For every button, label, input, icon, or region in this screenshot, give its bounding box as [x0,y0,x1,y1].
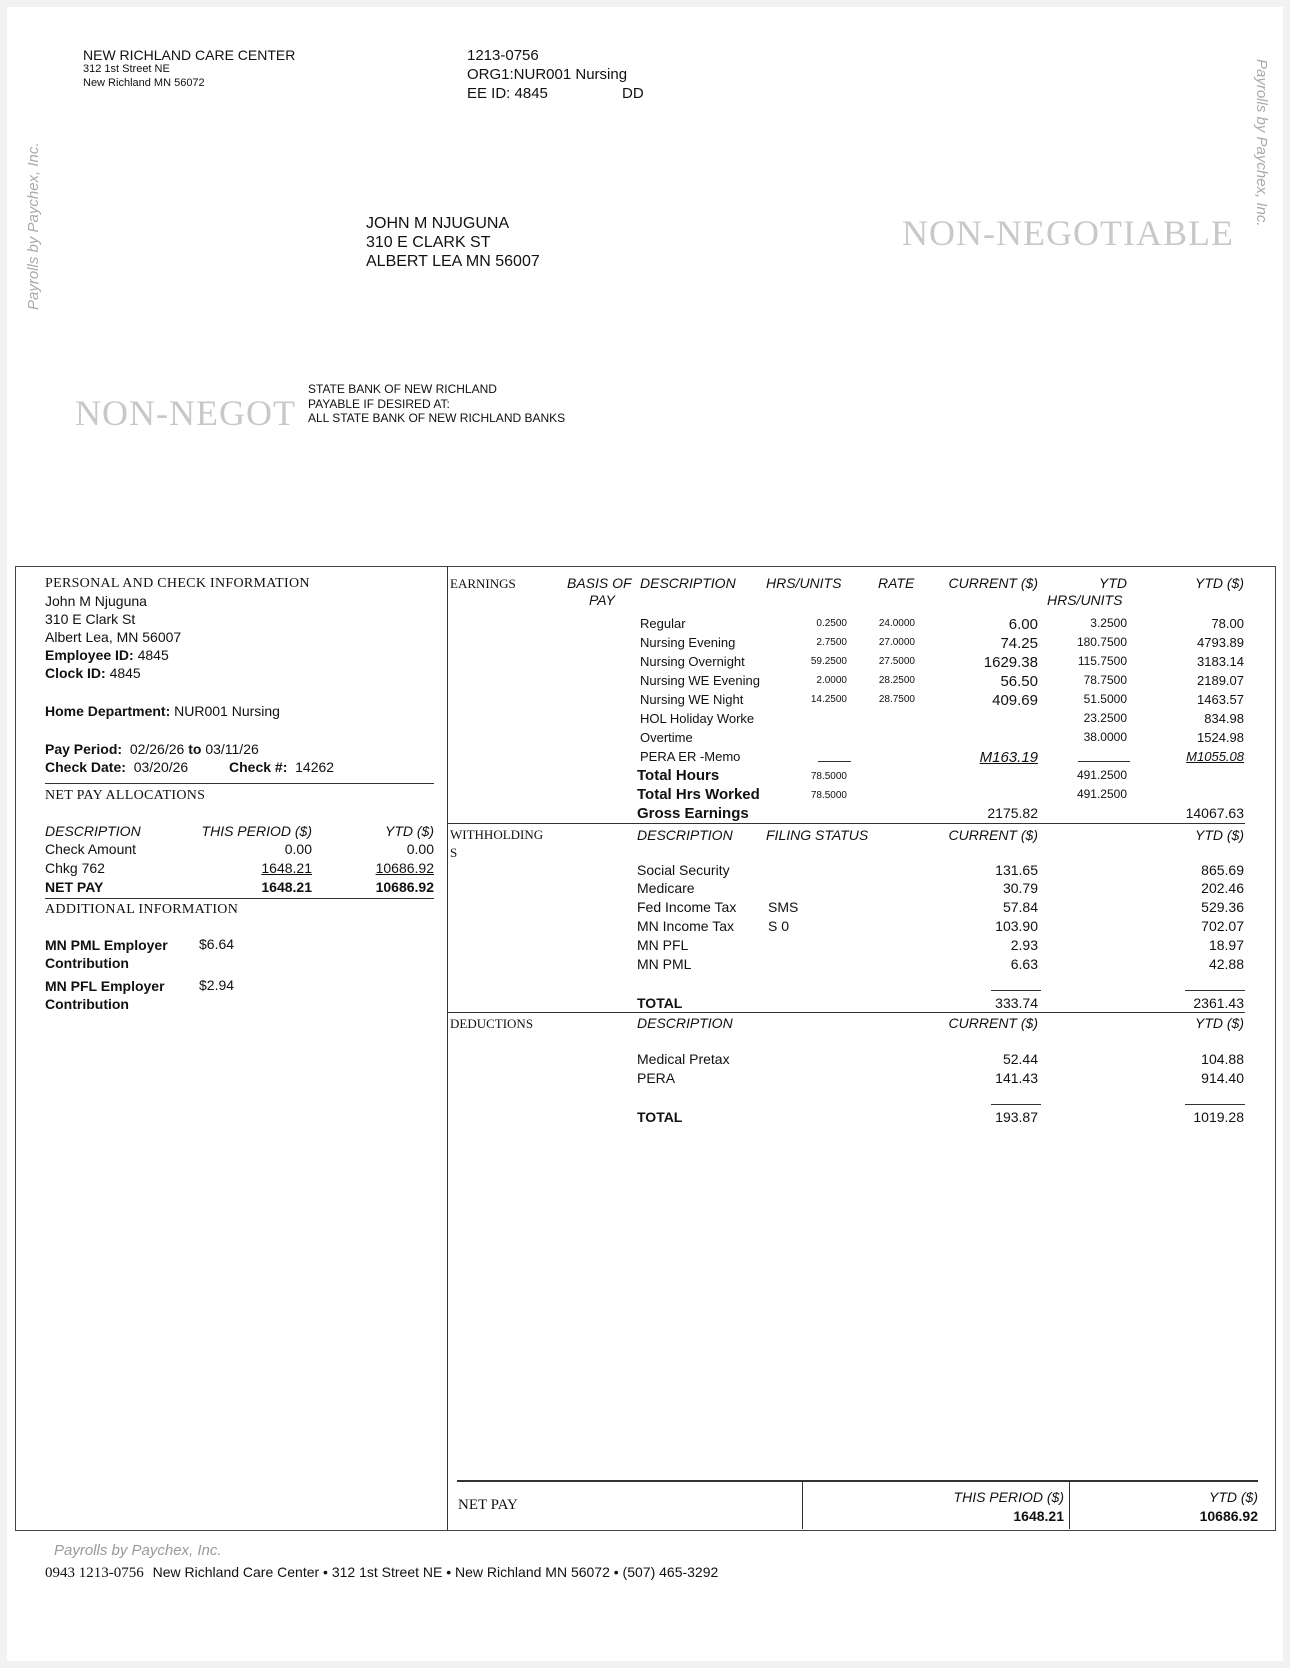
withholding-ytd: 18.97 [1208,937,1244,953]
pay-period-row [45,741,259,757]
allocations-title: NET PAY ALLOCATIONS [45,788,206,803]
earnings-header-ytd-hrs-units: HRS/UNITS [1047,592,1123,608]
footer-code: 0943 1213-0756 [45,1565,144,1581]
earnings-rate: 27.0000 [878,637,915,648]
earnings-ytd: 834.98 [1204,711,1244,726]
net-pay-ytd-label: YTD ($) [1209,1489,1258,1505]
clock-id-label: Clock ID: [45,665,106,681]
earnings-rate: 28.2500 [878,675,915,686]
earnings-ytd: 2189.07 [1197,673,1244,688]
earnings-hrs: 14.2500 [810,694,847,705]
additional-item-value: $6.64 [199,936,235,952]
earnings-current: M163.19 [979,749,1038,766]
deduction-ytd: 914.40 [1201,1070,1244,1086]
deduction-ytd: 104.88 [1201,1051,1244,1067]
withholding-desc: Fed Income Tax [637,899,737,915]
withholding-desc: Medicare [637,880,695,896]
earnings-header-rate: RATE [878,575,915,591]
bank-line1: STATE BANK OF NEW RICHLAND [308,382,497,396]
withholding-current: 131.65 [995,862,1038,878]
deductions-header-desc: DESCRIPTION [637,1015,733,1031]
additional-item-line1: MN PFL Employer [45,978,165,994]
employee-id-row [45,647,169,663]
earnings-hrs: 0.2500 [816,618,847,629]
total-worked-label: Total Hrs Worked [637,786,760,803]
earnings-header-ytd: YTD ($) [1195,575,1244,591]
total-worked-ytd: 491.2500 [1076,787,1127,801]
earnings-current: 1629.38 [983,654,1038,671]
withholding-filing: S 0 [768,918,790,934]
withholding-desc: MN Income Tax [637,918,734,934]
paystub-page [7,7,1283,1661]
gross-earnings-ytd: 14067.63 [1185,805,1244,821]
earnings-desc: HOL Holiday Worke [640,711,755,726]
earnings-rate: 27.5000 [878,656,915,667]
deduction-total-label: TOTAL [637,1109,683,1125]
earnings-current: 409.69 [992,692,1038,709]
additional-title: ADDITIONAL INFORMATION [45,902,239,917]
earnings-ytd-hrs: 115.7500 [1077,654,1127,668]
additional-item-line1: MN PML Employer [45,937,168,953]
non-negotiable-watermark-partial: NON-NEGOT [75,393,296,433]
earnings-ytd: 3183.14 [1197,654,1244,669]
deduction-desc: Medical Pretax [637,1051,730,1067]
total-hours-value: 78.5000 [810,771,847,782]
personal-city: Albert Lea, MN 56007 [45,629,182,645]
deduction-total-rule [991,1104,1041,1105]
withholdings-header-current: CURRENT ($) [948,827,1038,843]
bank-line2: PAYABLE IF DESIRED AT: [308,397,450,411]
withholdings-header-ytd: YTD ($) [1195,827,1244,843]
personal-name: John M Njuguna [45,593,147,609]
alloc-net-desc: NET PAY [45,879,104,895]
deduction-total-ytd-rule [1185,1104,1245,1105]
earnings-header-desc: DESCRIPTION [640,575,736,591]
stub-divider [447,566,448,1530]
withholding-current: 30.79 [1002,880,1038,896]
withholding-desc: Social Security [637,862,730,878]
clock-id-row [45,665,141,681]
pay-period-from: 02/26/26 [129,741,185,757]
withholding-current: 2.93 [1010,937,1038,953]
check-date-value: 03/20/26 [133,759,189,775]
withholdings-title-s: S [450,845,458,860]
gross-earnings-current: 2175.82 [987,805,1038,821]
earnings-ytd-hrs: 78.7500 [1083,673,1127,687]
earnings-ytd: 4793.89 [1197,635,1244,650]
employee-id-label: Employee ID: [45,647,134,663]
earnings-header-basis-pay: PAY [589,592,615,608]
earnings-desc: Overtime [640,730,693,745]
earnings-desc: Nursing Overnight [640,654,745,669]
check-date-label: Check Date: [45,759,126,775]
paychex-vertical-right: Payrolls by Paychex, Inc. [1253,59,1270,227]
net-pay-label: NET PAY [458,1497,518,1513]
personal-title: PERSONAL AND CHECK INFORMATION [45,576,310,591]
check-date-row [45,759,188,775]
check-no-value: 14262 [295,759,335,775]
withholding-desc: MN PFL [637,937,689,953]
alloc-row-desc: Check Amount [45,841,137,857]
additional-item-line2: Contribution [45,955,129,971]
home-dept-row [45,703,280,719]
check-ee-id: EE ID: 4845 [467,85,548,102]
withholding-total-ytd: 2361.43 [1193,995,1244,1011]
withholding-ytd: 202.46 [1201,880,1244,896]
deduction-desc: PERA [637,1070,676,1086]
footer-line [45,1564,718,1582]
employee-id-value: 4845 [137,647,169,663]
alloc-header-period: THIS PERIOD ($) [201,823,312,839]
withholding-ytd: 702.07 [1201,918,1244,934]
paychex-vertical-left: Payrolls by Paychex, Inc. [25,142,42,310]
earnings-ytd: 1524.98 [1197,730,1244,745]
bank-line3: ALL STATE BANK OF NEW RICHLAND BANKS [308,411,566,425]
earnings-desc: Nursing WE Evening [640,673,760,688]
earnings-ytd-hrs: 3.2500 [1090,616,1127,630]
earnings-ytd-hrs: 180.7500 [1076,635,1127,649]
check-code: 1213-0756 [467,47,539,64]
net-pay-rule [457,1480,1258,1482]
deduction-total-current: 193.87 [995,1109,1038,1125]
employer-street: 312 1st Street NE [83,63,170,75]
check-no-label: Check #: [229,759,288,775]
clock-id-value: 4845 [109,665,141,681]
earnings-header-current: CURRENT ($) [948,575,1038,591]
earnings-hrs: 2.0000 [816,675,847,686]
footer-address: New Richland Care Center • 312 1st Street NE • New Richland MN 56072 • (507) 465-3292 [152,1564,719,1580]
personal-street: 310 E Clark St [45,611,136,627]
footer-provider: Payrolls by Paychex, Inc. [54,1542,222,1559]
deduction-current: 52.44 [1002,1051,1038,1067]
withholding-ytd: 529.36 [1201,899,1244,915]
earnings-desc: Nursing Evening [640,635,736,650]
deductions-title: DEDUCTIONS [450,1016,534,1031]
net-pay-divider-2 [1069,1481,1070,1529]
earnings-header-basis: BASIS OF [567,575,632,591]
earnings-desc: PERA ER -Memo [640,749,741,764]
alloc-row-period: 0.00 [284,841,312,857]
net-pay-divider-1 [802,1481,803,1529]
earnings-ytd: 1463.57 [1197,692,1244,707]
deduction-total-ytd: 1019.28 [1193,1109,1244,1125]
earnings-desc: Nursing WE Night [640,692,744,707]
earnings-ytd-hrs: 23.2500 [1083,711,1127,725]
payee-city: ALBERT LEA MN 56007 [366,253,540,270]
earnings-desc: Regular [640,616,686,631]
withholding-total-current: 333.74 [995,995,1038,1011]
alloc-header-desc: DESCRIPTION [45,823,141,839]
total-hours-label: Total Hours [637,767,720,784]
alloc-rule [45,898,434,899]
withholding-total-label: TOTAL [637,995,683,1011]
deductions-header-ytd: YTD ($) [1195,1015,1244,1031]
withholding-ytd: 865.69 [1201,862,1244,878]
check-org: ORG1:NUR001 Nursing [467,66,628,83]
withholdings-rule [448,1012,1245,1013]
earnings-title: EARNINGS [450,576,516,591]
withholding-current: 103.90 [995,918,1038,934]
home-dept-label: Home Department: [45,703,171,719]
earnings-blank-ytd-hrs [1078,761,1130,762]
non-negotiable-watermark: NON-NEGOTIABLE [902,213,1234,253]
earnings-current: 6.00 [1008,616,1038,633]
alloc-row-ytd: 10686.92 [375,860,434,876]
withholding-total-rule [991,990,1041,991]
deductions-header-current: CURRENT ($) [948,1015,1038,1031]
net-pay-ytd-value: 10686.92 [1199,1508,1258,1524]
gross-earnings-label: Gross Earnings [637,805,749,822]
alloc-net-period: 1648.21 [261,879,312,895]
earnings-hrs: 2.7500 [816,637,847,648]
employer-city: New Richland MN 56072 [83,77,205,89]
additional-item-value: $2.94 [199,977,235,993]
payee-name: JOHN M NJUGUNA [366,215,510,232]
alloc-header-ytd: YTD ($) [385,823,434,839]
personal-rule [45,783,434,784]
additional-item-line2: Contribution [45,996,129,1012]
alloc-row-period: 1648.21 [261,860,312,876]
earnings-blank-hrs [818,761,851,762]
alloc-row-desc: Chkg 762 [45,860,105,876]
earnings-rule [448,823,1245,824]
earnings-current: 56.50 [1000,673,1038,690]
withholdings-header-filing: FILING STATUS [766,827,869,843]
check-dd: DD [622,85,644,102]
withholding-ytd: 42.88 [1208,956,1244,972]
earnings-header-hrs: HRS/UNITS [766,575,842,591]
check-no-row [229,759,334,775]
home-dept-value: NUR001 Nursing [174,703,280,719]
deduction-current: 141.43 [995,1070,1038,1086]
alloc-net-ytd: 10686.92 [375,879,434,895]
earnings-ytd-hrs: 38.0000 [1083,730,1127,744]
alloc-row-ytd: 0.00 [406,841,434,857]
payee-street: 310 E CLARK ST [366,234,491,251]
withholding-desc: MN PML [637,956,692,972]
earnings-rate: 24.0000 [878,618,915,629]
withholding-current: 57.84 [1002,899,1038,915]
earnings-hrs: 59.2500 [810,656,847,667]
earnings-header-ytd-hrs: YTD [1099,575,1127,591]
pay-period-to: 03/11/26 [205,741,259,757]
earnings-ytd: 78.00 [1211,616,1244,631]
earnings-ytd-hrs: 51.5000 [1083,692,1127,706]
total-hours-ytd: 491.2500 [1076,768,1127,782]
withholding-current: 6.63 [1010,956,1038,972]
withholding-filing: SMS [768,899,799,915]
withholding-total-ytd-rule [1185,990,1245,991]
net-pay-period-value: 1648.21 [1013,1508,1064,1524]
net-pay-period-label: THIS PERIOD ($) [953,1489,1064,1505]
earnings-ytd: M1055.08 [1186,749,1244,764]
withholdings-header-desc: DESCRIPTION [637,827,733,843]
pay-period-label: Pay Period: [45,741,123,757]
total-worked-value: 78.5000 [810,790,847,801]
earnings-current: 74.25 [1000,635,1038,652]
withholdings-title: WITHHOLDING [450,827,544,842]
earnings-rate: 28.7500 [878,694,915,705]
pay-period-to-label: to [188,741,202,757]
employer-name: NEW RICHLAND CARE CENTER [83,47,296,63]
